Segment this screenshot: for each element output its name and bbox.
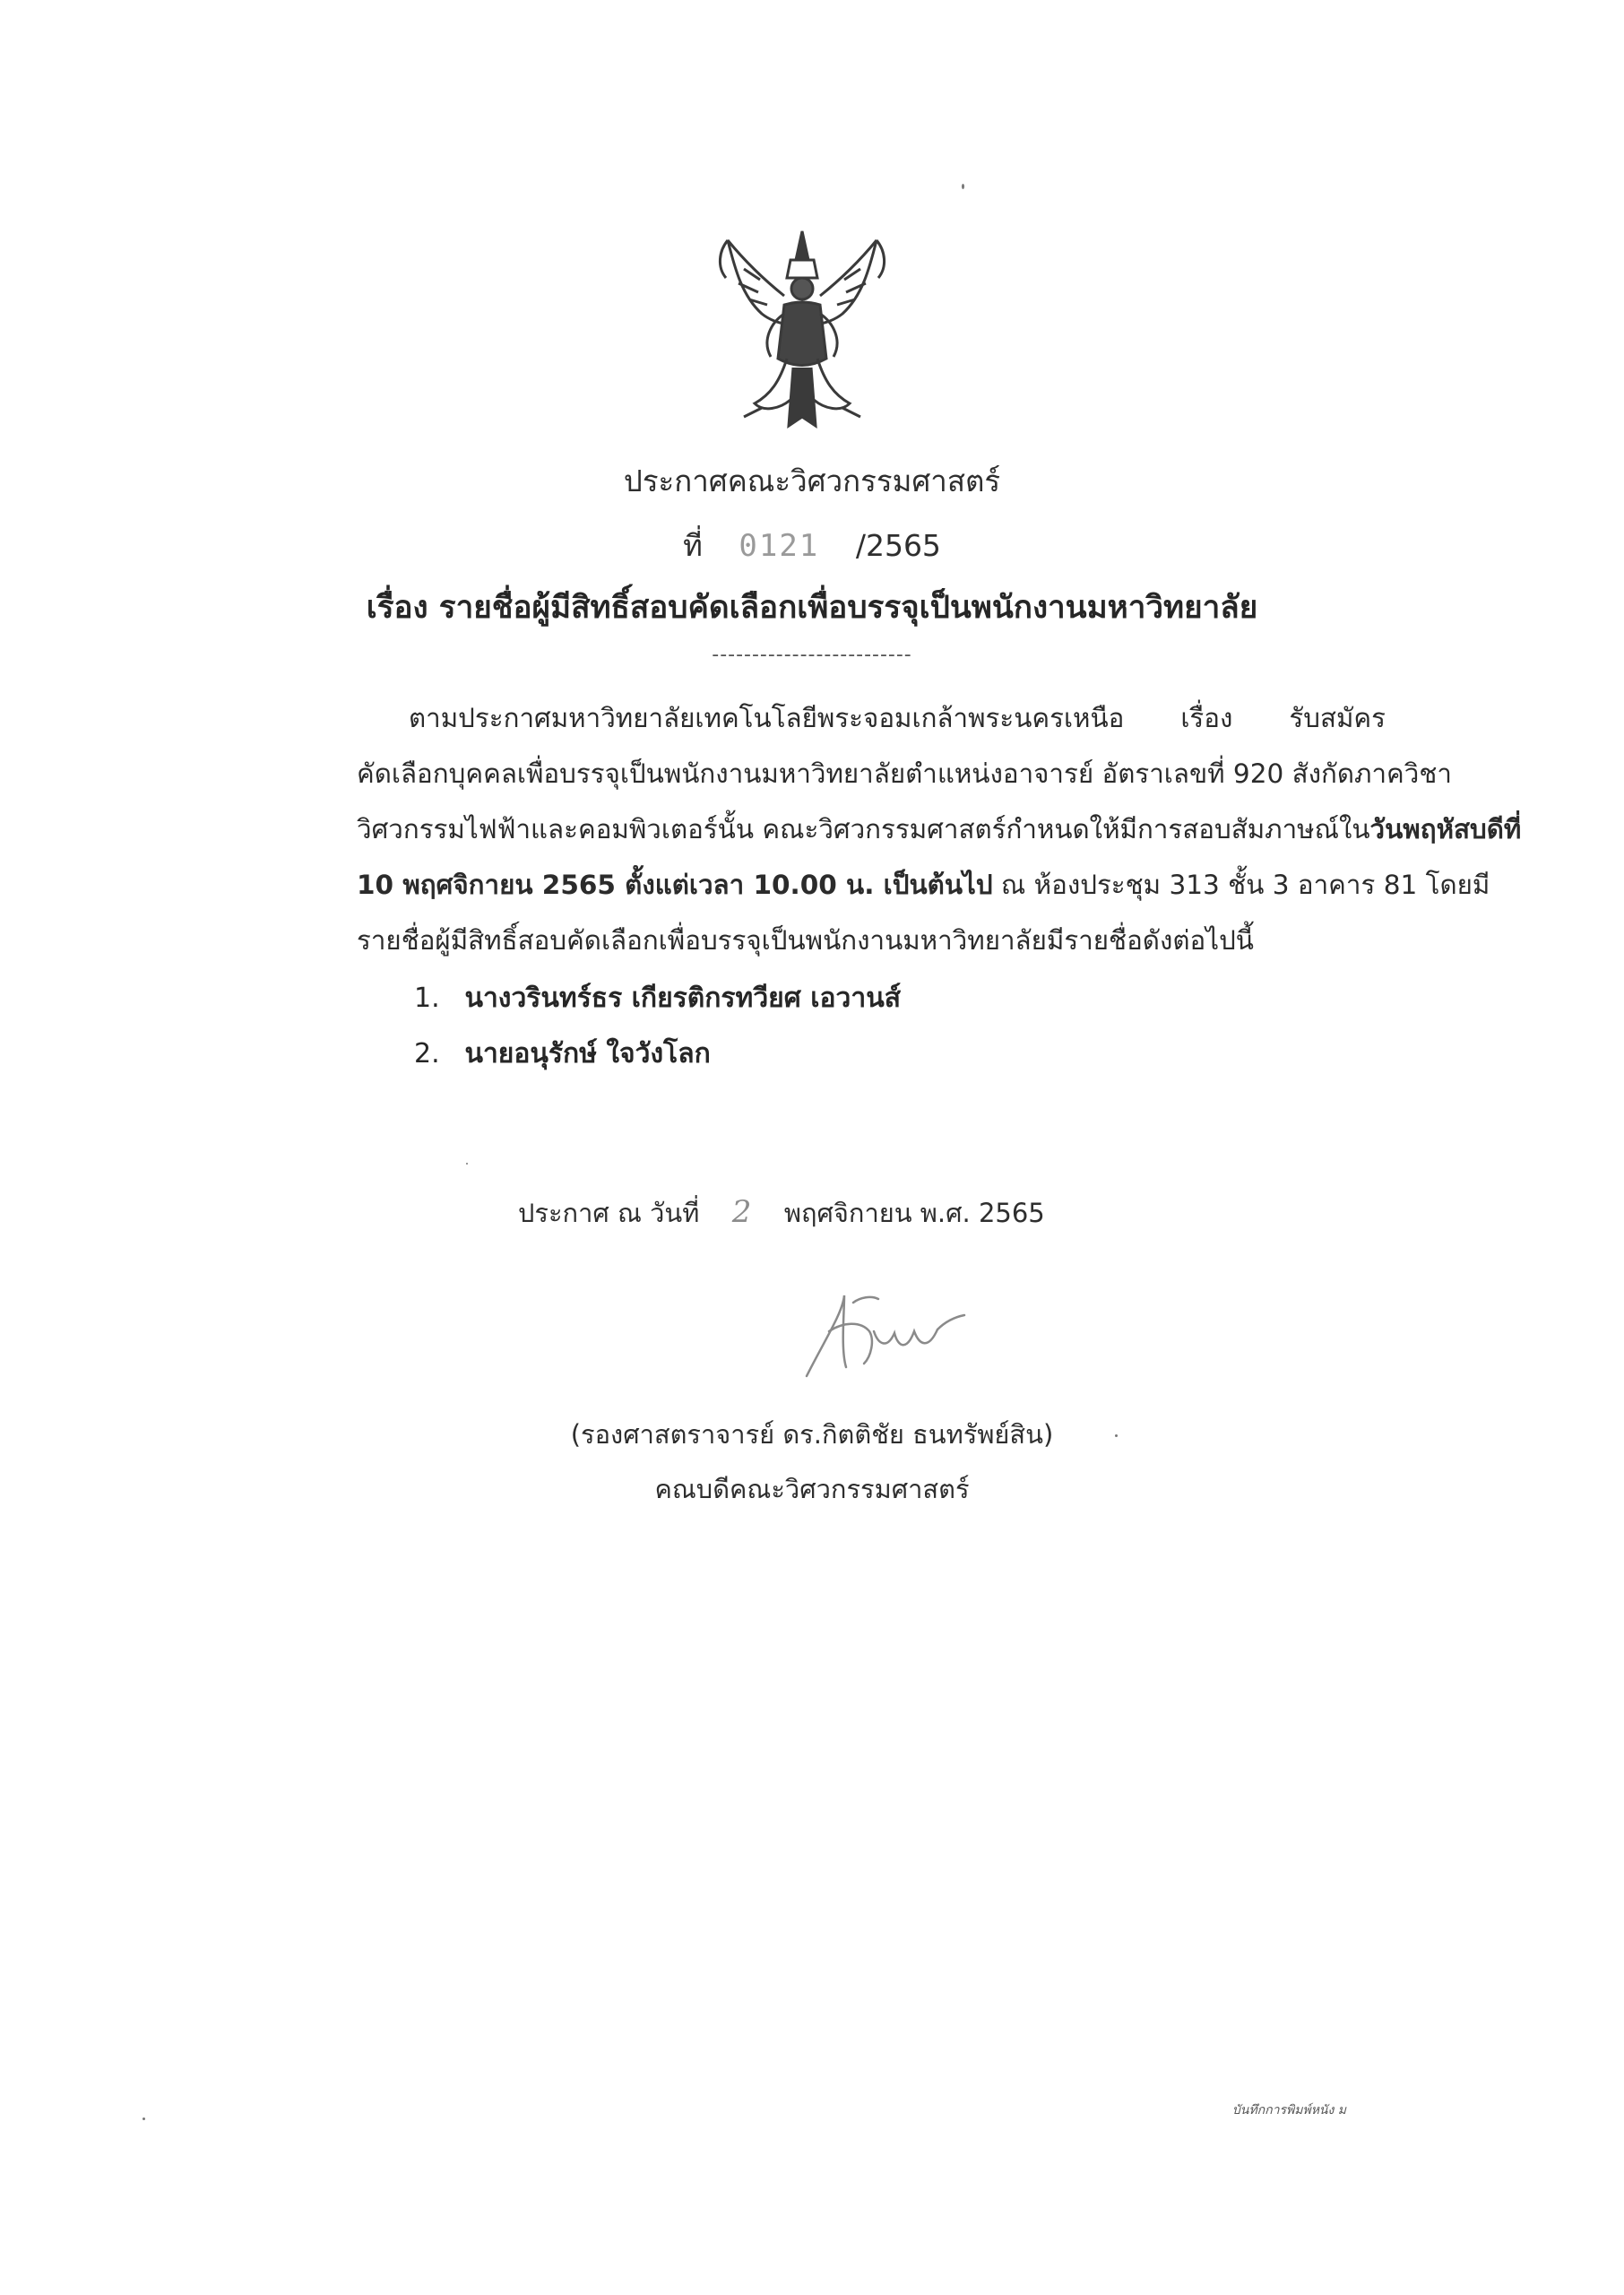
candidate-number: 1. xyxy=(414,983,440,1014)
interview-day: วันพฤหัสบดีที่ xyxy=(1369,814,1522,844)
body-text: ณ ห้องประชุม 313 ชั้น 3 อาคาร 81 โดยมี xyxy=(992,870,1490,900)
candidate-number: 2. xyxy=(414,1038,440,1070)
handwritten-day: 2 xyxy=(731,1194,752,1230)
scan-speck xyxy=(1115,1434,1118,1437)
body-line: คัดเลือกบุคคลเพื่อบรรจุเป็นพนักงานมหาวิทยาลัยตำแหน่งอาจารย์ อัตราเลขที่ 920 สังกัดภาควิชา xyxy=(357,758,1452,789)
interview-date-time: 10 พฤศจิกายน 2565 ตั้งแต่เวลา 10.00 น. เป็นต้นไป xyxy=(357,870,993,900)
signer-position: คณบดีคณะวิศวกรรมศาสตร์ xyxy=(654,1474,970,1504)
header-divider: ------------------------- xyxy=(712,644,912,666)
garuda-emblem-icon xyxy=(708,224,896,439)
scan-speck xyxy=(962,184,964,189)
scan-speck xyxy=(143,2117,145,2120)
handwritten-number: 0121 xyxy=(739,528,820,564)
announcement-number xyxy=(0,522,1624,569)
body-line xyxy=(357,857,1490,913)
announcement-date xyxy=(518,1192,1045,1234)
announcement-subject: เรื่อง รายชื่อผู้มีสิทธิ์สอบคัดเลือกเพื่อบรรจุเป็นพนักงานมหาวิทยาลัย xyxy=(366,590,1258,626)
date-prefix: ประกาศ ณ วันที่ xyxy=(518,1198,700,1228)
candidate-name: นางวรินทร์ธร เกียรติกรทวียศ เอวานส์ xyxy=(464,983,902,1014)
scan-speck xyxy=(466,1163,468,1165)
number-suffix: /2565 xyxy=(855,528,941,563)
body-line: ตามประกาศมหาวิทยาลัยเทคโนโลยีพระจอมเกล้าพระนครเหนือ เรื่อง รับสมัคร xyxy=(409,703,1386,733)
body-line: รายชื่อผู้มีสิทธิ์สอบคัดเลือกเพื่อบรรจุเป็นพนักงานมหาวิทยาลัยมีรายชื่อดังต่อไปนี้ xyxy=(357,925,1254,956)
footer-note: บันทึกการพิมพ์หนัง ม xyxy=(1232,2103,1347,2117)
signer-name: (รองศาสตราจารย์ ดร.กิตติชัย ธนทรัพย์สิน) xyxy=(570,1419,1054,1450)
body-text: วิศวกรรมไฟฟ้าและคอมพิวเตอร์นั้น คณะวิศวกรรมศาสตร์กำหนดให้มีการสอบสัมภาษณ์ใน xyxy=(357,814,1370,844)
candidate-name: นายอนุรักษ์ ใจวังโลก xyxy=(464,1038,711,1070)
handwritten-signature xyxy=(789,1277,977,1385)
candidate-item xyxy=(414,977,901,1019)
body-line xyxy=(357,801,1522,857)
body-paragraph xyxy=(357,690,1522,968)
announcement-title: ประกาศคณะวิศวกรรมศาสตร์ xyxy=(623,463,1001,498)
date-suffix: พฤศจิกายน พ.ศ. 2565 xyxy=(783,1198,1045,1228)
candidate-item xyxy=(414,1033,711,1075)
number-prefix: ที่ xyxy=(683,528,703,563)
